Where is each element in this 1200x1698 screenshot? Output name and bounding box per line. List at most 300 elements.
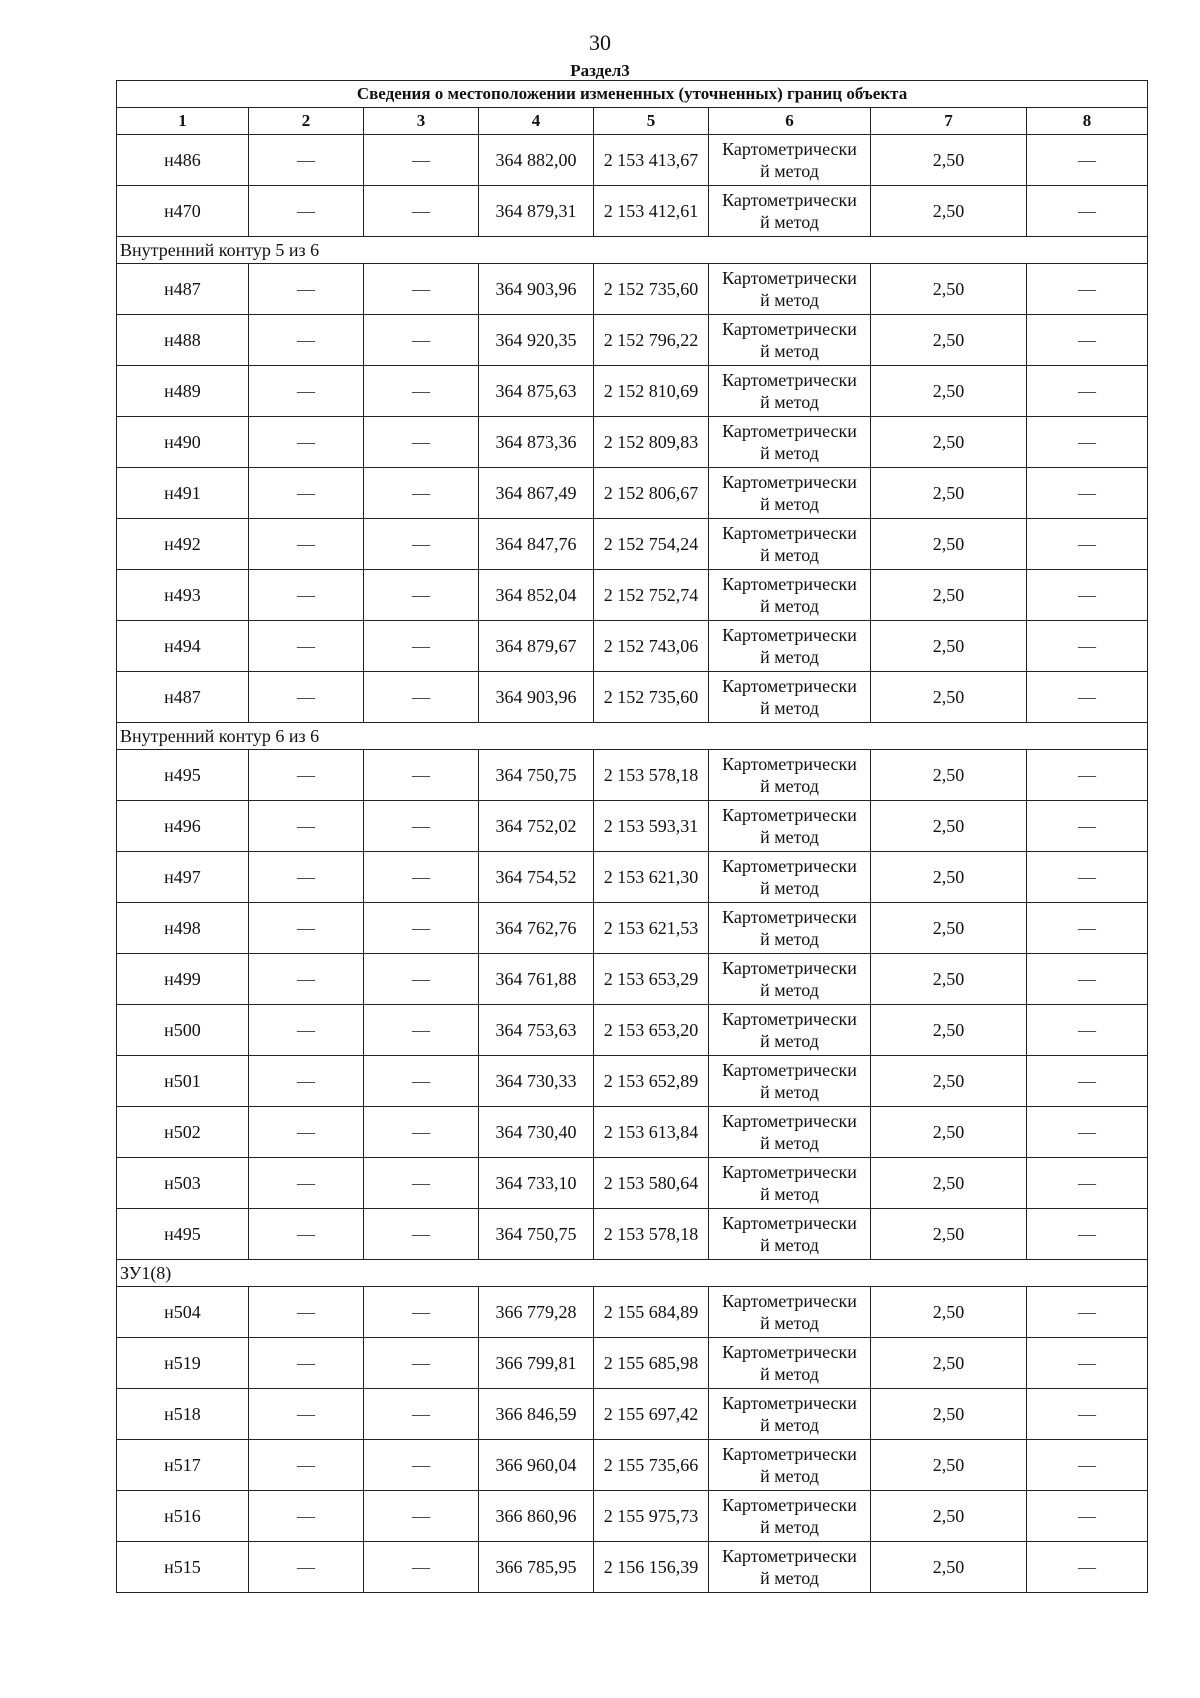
column-header: 4 bbox=[479, 108, 594, 135]
point-name: н518 bbox=[117, 1389, 249, 1440]
empty-dash-cell: — bbox=[1027, 135, 1148, 186]
x-coordinate: 364 903,96 bbox=[479, 672, 594, 723]
method-cell bbox=[709, 1158, 871, 1209]
y-coordinate: 2 153 653,29 bbox=[594, 954, 709, 1005]
method-line: Картометрически bbox=[722, 574, 857, 594]
column-header: 1 bbox=[117, 108, 249, 135]
point-name: н487 bbox=[117, 264, 249, 315]
method-cell bbox=[709, 1389, 871, 1440]
empty-dash-cell: — bbox=[364, 570, 479, 621]
method-cell bbox=[709, 186, 871, 237]
point-name: н500 bbox=[117, 1005, 249, 1056]
y-coordinate: 2 152 735,60 bbox=[594, 672, 709, 723]
accuracy-value: 2,50 bbox=[871, 903, 1027, 954]
y-coordinate: 2 155 684,89 bbox=[594, 1287, 709, 1338]
method-cell bbox=[709, 672, 871, 723]
empty-dash-cell: — bbox=[249, 1107, 364, 1158]
method-line: Картометрически bbox=[722, 907, 857, 927]
method-line: й метод bbox=[760, 341, 819, 361]
y-coordinate: 2 152 796,22 bbox=[594, 315, 709, 366]
y-coordinate: 2 152 754,24 bbox=[594, 519, 709, 570]
method-line: Картометрически bbox=[722, 958, 857, 978]
empty-dash-cell: — bbox=[249, 264, 364, 315]
empty-dash-cell: — bbox=[249, 1056, 364, 1107]
empty-dash-cell: — bbox=[1027, 417, 1148, 468]
method-line: й метод bbox=[760, 980, 819, 1000]
y-coordinate: 2 155 685,98 bbox=[594, 1338, 709, 1389]
empty-dash-cell: — bbox=[364, 903, 479, 954]
x-coordinate: 364 750,75 bbox=[479, 750, 594, 801]
empty-dash-cell: — bbox=[1027, 1389, 1148, 1440]
empty-dash-cell: — bbox=[249, 954, 364, 1005]
method-line: й метод bbox=[760, 212, 819, 232]
empty-dash-cell: — bbox=[249, 1158, 364, 1209]
column-header-row bbox=[117, 108, 1148, 135]
point-name: н487 bbox=[117, 672, 249, 723]
empty-dash-cell: — bbox=[249, 750, 364, 801]
accuracy-value: 2,50 bbox=[871, 1287, 1027, 1338]
table-row bbox=[117, 186, 1148, 237]
method-line: Картометрически bbox=[722, 1342, 857, 1362]
point-name: н517 bbox=[117, 1440, 249, 1491]
method-line: Картометрически bbox=[722, 1393, 857, 1413]
method-line: й метод bbox=[760, 443, 819, 463]
contour-group-row bbox=[117, 1260, 1148, 1287]
method-line: й метод bbox=[760, 1313, 819, 1333]
method-cell bbox=[709, 570, 871, 621]
point-name: н494 bbox=[117, 621, 249, 672]
contour-group-title: ЗУ1(8) bbox=[117, 1260, 1148, 1287]
empty-dash-cell: — bbox=[364, 264, 479, 315]
empty-dash-cell: — bbox=[249, 1287, 364, 1338]
table-row bbox=[117, 315, 1148, 366]
method-line: Картометрически bbox=[722, 1009, 857, 1029]
y-coordinate: 2 153 621,53 bbox=[594, 903, 709, 954]
point-name: н503 bbox=[117, 1158, 249, 1209]
accuracy-value: 2,50 bbox=[871, 570, 1027, 621]
table-row bbox=[117, 570, 1148, 621]
table-row bbox=[117, 903, 1148, 954]
method-line: Картометрически bbox=[722, 1291, 857, 1311]
empty-dash-cell: — bbox=[1027, 1287, 1148, 1338]
empty-dash-cell: — bbox=[249, 315, 364, 366]
method-line: й метод bbox=[760, 1031, 819, 1051]
point-name: н502 bbox=[117, 1107, 249, 1158]
empty-dash-cell: — bbox=[1027, 1542, 1148, 1593]
point-name: н489 bbox=[117, 366, 249, 417]
method-line: й метод bbox=[760, 1235, 819, 1255]
method-line: й метод bbox=[760, 596, 819, 616]
table-row bbox=[117, 954, 1148, 1005]
empty-dash-cell: — bbox=[249, 135, 364, 186]
method-cell bbox=[709, 366, 871, 417]
method-line: й метод bbox=[760, 392, 819, 412]
accuracy-value: 2,50 bbox=[871, 672, 1027, 723]
point-name: н486 bbox=[117, 135, 249, 186]
empty-dash-cell: — bbox=[364, 672, 479, 723]
table-row bbox=[117, 366, 1148, 417]
method-cell bbox=[709, 801, 871, 852]
empty-dash-cell: — bbox=[1027, 1338, 1148, 1389]
accuracy-value: 2,50 bbox=[871, 417, 1027, 468]
empty-dash-cell: — bbox=[364, 1107, 479, 1158]
accuracy-value: 2,50 bbox=[871, 366, 1027, 417]
coordinates-table bbox=[116, 80, 1148, 1593]
empty-dash-cell: — bbox=[1027, 186, 1148, 237]
empty-dash-cell: — bbox=[1027, 954, 1148, 1005]
method-cell bbox=[709, 315, 871, 366]
page-number: 30 bbox=[589, 30, 611, 55]
method-line: й метод bbox=[760, 827, 819, 847]
method-line: й метод bbox=[760, 1517, 819, 1537]
empty-dash-cell: — bbox=[364, 852, 479, 903]
method-cell bbox=[709, 1338, 871, 1389]
empty-dash-cell: — bbox=[364, 417, 479, 468]
point-name: н497 bbox=[117, 852, 249, 903]
point-name: н470 bbox=[117, 186, 249, 237]
y-coordinate: 2 155 697,42 bbox=[594, 1389, 709, 1440]
table-row bbox=[117, 801, 1148, 852]
method-line: Картометрически bbox=[722, 1162, 857, 1182]
y-coordinate: 2 156 156,39 bbox=[594, 1542, 709, 1593]
empty-dash-cell: — bbox=[364, 468, 479, 519]
method-line: Картометрически bbox=[722, 1495, 857, 1515]
method-line: Картометрически bbox=[722, 1111, 857, 1131]
accuracy-value: 2,50 bbox=[871, 519, 1027, 570]
table-row bbox=[117, 1389, 1148, 1440]
x-coordinate: 364 762,76 bbox=[479, 903, 594, 954]
method-cell bbox=[709, 1107, 871, 1158]
method-cell bbox=[709, 135, 871, 186]
x-coordinate: 366 779,28 bbox=[479, 1287, 594, 1338]
accuracy-value: 2,50 bbox=[871, 135, 1027, 186]
empty-dash-cell: — bbox=[364, 954, 479, 1005]
method-line: й метод bbox=[760, 1415, 819, 1435]
accuracy-value: 2,50 bbox=[871, 1209, 1027, 1260]
method-line: Картометрически bbox=[722, 754, 857, 774]
empty-dash-cell: — bbox=[249, 519, 364, 570]
table-row bbox=[117, 1440, 1148, 1491]
empty-dash-cell: — bbox=[1027, 315, 1148, 366]
point-name: н504 bbox=[117, 1287, 249, 1338]
accuracy-value: 2,50 bbox=[871, 1542, 1027, 1593]
method-cell bbox=[709, 468, 871, 519]
empty-dash-cell: — bbox=[249, 1389, 364, 1440]
method-line: й метод bbox=[760, 878, 819, 898]
point-name: н516 bbox=[117, 1491, 249, 1542]
empty-dash-cell: — bbox=[1027, 264, 1148, 315]
empty-dash-cell: — bbox=[249, 621, 364, 672]
accuracy-value: 2,50 bbox=[871, 954, 1027, 1005]
empty-dash-cell: — bbox=[1027, 1209, 1148, 1260]
accuracy-value: 2,50 bbox=[871, 801, 1027, 852]
empty-dash-cell: — bbox=[1027, 801, 1148, 852]
y-coordinate: 2 155 975,73 bbox=[594, 1491, 709, 1542]
accuracy-value: 2,50 bbox=[871, 1491, 1027, 1542]
method-cell bbox=[709, 519, 871, 570]
y-coordinate: 2 152 752,74 bbox=[594, 570, 709, 621]
point-name: н498 bbox=[117, 903, 249, 954]
x-coordinate: 364 875,63 bbox=[479, 366, 594, 417]
table-row bbox=[117, 519, 1148, 570]
empty-dash-cell: — bbox=[364, 750, 479, 801]
method-line: й метод bbox=[760, 647, 819, 667]
accuracy-value: 2,50 bbox=[871, 852, 1027, 903]
empty-dash-cell: — bbox=[249, 417, 364, 468]
table-row bbox=[117, 1491, 1148, 1542]
method-line: Картометрически bbox=[722, 805, 857, 825]
empty-dash-cell: — bbox=[364, 135, 479, 186]
method-line: Картометрически bbox=[722, 625, 857, 645]
empty-dash-cell: — bbox=[364, 621, 479, 672]
empty-dash-cell: — bbox=[364, 1209, 479, 1260]
empty-dash-cell: — bbox=[1027, 468, 1148, 519]
empty-dash-cell: — bbox=[1027, 1158, 1148, 1209]
x-coordinate: 366 960,04 bbox=[479, 1440, 594, 1491]
accuracy-value: 2,50 bbox=[871, 1158, 1027, 1209]
method-line: й метод bbox=[760, 494, 819, 514]
x-coordinate: 366 785,95 bbox=[479, 1542, 594, 1593]
empty-dash-cell: — bbox=[1027, 1005, 1148, 1056]
method-line: й метод bbox=[760, 776, 819, 796]
x-coordinate: 364 754,52 bbox=[479, 852, 594, 903]
table-row bbox=[117, 750, 1148, 801]
accuracy-value: 2,50 bbox=[871, 1440, 1027, 1491]
empty-dash-cell: — bbox=[1027, 366, 1148, 417]
table-caption-row bbox=[117, 81, 1148, 108]
x-coordinate: 366 860,96 bbox=[479, 1491, 594, 1542]
y-coordinate: 2 153 653,20 bbox=[594, 1005, 709, 1056]
table-row bbox=[117, 1209, 1148, 1260]
empty-dash-cell: — bbox=[364, 1389, 479, 1440]
method-cell bbox=[709, 750, 871, 801]
empty-dash-cell: — bbox=[249, 852, 364, 903]
x-coordinate: 364 733,10 bbox=[479, 1158, 594, 1209]
table-row bbox=[117, 135, 1148, 186]
point-name: н495 bbox=[117, 750, 249, 801]
method-cell bbox=[709, 1056, 871, 1107]
y-coordinate: 2 152 806,67 bbox=[594, 468, 709, 519]
y-coordinate: 2 153 593,31 bbox=[594, 801, 709, 852]
accuracy-value: 2,50 bbox=[871, 621, 1027, 672]
column-header: 3 bbox=[364, 108, 479, 135]
x-coordinate: 364 882,00 bbox=[479, 135, 594, 186]
point-name: н496 bbox=[117, 801, 249, 852]
y-coordinate: 2 152 810,69 bbox=[594, 366, 709, 417]
y-coordinate: 2 153 578,18 bbox=[594, 750, 709, 801]
method-line: Картометрически bbox=[722, 139, 857, 159]
table-row bbox=[117, 1158, 1148, 1209]
point-name: н492 bbox=[117, 519, 249, 570]
empty-dash-cell: — bbox=[1027, 570, 1148, 621]
table-row bbox=[117, 621, 1148, 672]
empty-dash-cell: — bbox=[1027, 1491, 1148, 1542]
x-coordinate: 364 752,02 bbox=[479, 801, 594, 852]
point-name: н490 bbox=[117, 417, 249, 468]
column-header: 7 bbox=[871, 108, 1027, 135]
empty-dash-cell: — bbox=[249, 1005, 364, 1056]
method-line: й метод bbox=[760, 1466, 819, 1486]
empty-dash-cell: — bbox=[249, 672, 364, 723]
table-row bbox=[117, 468, 1148, 519]
x-coordinate: 364 920,35 bbox=[479, 315, 594, 366]
y-coordinate: 2 153 613,84 bbox=[594, 1107, 709, 1158]
empty-dash-cell: — bbox=[1027, 750, 1148, 801]
table-row bbox=[117, 1287, 1148, 1338]
empty-dash-cell: — bbox=[364, 1287, 479, 1338]
empty-dash-cell: — bbox=[1027, 1056, 1148, 1107]
point-name: н491 bbox=[117, 468, 249, 519]
x-coordinate: 364 750,75 bbox=[479, 1209, 594, 1260]
method-line: Картометрически bbox=[722, 1213, 857, 1233]
empty-dash-cell: — bbox=[364, 1542, 479, 1593]
empty-dash-cell: — bbox=[1027, 672, 1148, 723]
table-row bbox=[117, 1005, 1148, 1056]
method-line: Картометрически bbox=[722, 370, 857, 390]
method-cell bbox=[709, 1542, 871, 1593]
x-coordinate: 364 730,33 bbox=[479, 1056, 594, 1107]
x-coordinate: 364 879,31 bbox=[479, 186, 594, 237]
y-coordinate: 2 153 621,30 bbox=[594, 852, 709, 903]
method-line: Картометрически bbox=[722, 1444, 857, 1464]
x-coordinate: 364 867,49 bbox=[479, 468, 594, 519]
empty-dash-cell: — bbox=[1027, 852, 1148, 903]
table-row bbox=[117, 1056, 1148, 1107]
contour-group-title: Внутренний контур 5 из 6 bbox=[117, 237, 1148, 264]
accuracy-value: 2,50 bbox=[871, 1389, 1027, 1440]
empty-dash-cell: — bbox=[249, 801, 364, 852]
empty-dash-cell: — bbox=[249, 1491, 364, 1542]
x-coordinate: 366 846,59 bbox=[479, 1389, 594, 1440]
x-coordinate: 364 873,36 bbox=[479, 417, 594, 468]
empty-dash-cell: — bbox=[1027, 519, 1148, 570]
x-coordinate: 364 847,76 bbox=[479, 519, 594, 570]
method-line: й метод bbox=[760, 698, 819, 718]
x-coordinate: 364 730,40 bbox=[479, 1107, 594, 1158]
method-cell bbox=[709, 264, 871, 315]
method-cell bbox=[709, 1005, 871, 1056]
empty-dash-cell: — bbox=[364, 1338, 479, 1389]
empty-dash-cell: — bbox=[249, 366, 364, 417]
accuracy-value: 2,50 bbox=[871, 186, 1027, 237]
method-cell bbox=[709, 1491, 871, 1542]
method-line: Картометрически bbox=[722, 268, 857, 288]
empty-dash-cell: — bbox=[364, 1491, 479, 1542]
accuracy-value: 2,50 bbox=[871, 1005, 1027, 1056]
method-cell bbox=[709, 1287, 871, 1338]
method-cell bbox=[709, 621, 871, 672]
method-cell bbox=[709, 1440, 871, 1491]
method-line: Картометрически bbox=[722, 1060, 857, 1080]
empty-dash-cell: — bbox=[1027, 1107, 1148, 1158]
empty-dash-cell: — bbox=[249, 468, 364, 519]
y-coordinate: 2 153 580,64 bbox=[594, 1158, 709, 1209]
table-row bbox=[117, 1338, 1148, 1389]
method-line: Картометрически bbox=[722, 319, 857, 339]
contour-group-row bbox=[117, 723, 1148, 750]
empty-dash-cell: — bbox=[249, 1440, 364, 1491]
method-line: Картометрически bbox=[722, 856, 857, 876]
empty-dash-cell: — bbox=[1027, 621, 1148, 672]
accuracy-value: 2,50 bbox=[871, 264, 1027, 315]
method-line: й метод bbox=[760, 290, 819, 310]
point-name: н499 bbox=[117, 954, 249, 1005]
method-line: Картометрически bbox=[722, 472, 857, 492]
column-header: 6 bbox=[709, 108, 871, 135]
x-coordinate: 364 879,67 bbox=[479, 621, 594, 672]
point-name: н495 bbox=[117, 1209, 249, 1260]
method-line: й метод bbox=[760, 929, 819, 949]
accuracy-value: 2,50 bbox=[871, 1107, 1027, 1158]
table-row bbox=[117, 852, 1148, 903]
point-name: н501 bbox=[117, 1056, 249, 1107]
empty-dash-cell: — bbox=[364, 1005, 479, 1056]
y-coordinate: 2 155 735,66 bbox=[594, 1440, 709, 1491]
empty-dash-cell: — bbox=[364, 315, 479, 366]
method-cell bbox=[709, 1209, 871, 1260]
method-line: й метод bbox=[760, 1184, 819, 1204]
method-line: й метод bbox=[760, 1568, 819, 1588]
empty-dash-cell: — bbox=[1027, 903, 1148, 954]
accuracy-value: 2,50 bbox=[871, 468, 1027, 519]
method-line: Картометрически bbox=[722, 190, 857, 210]
contour-group-row bbox=[117, 237, 1148, 264]
method-cell bbox=[709, 852, 871, 903]
method-line: й метод bbox=[760, 1133, 819, 1153]
y-coordinate: 2 152 809,83 bbox=[594, 417, 709, 468]
table-row bbox=[117, 417, 1148, 468]
method-line: й метод bbox=[760, 1364, 819, 1384]
method-line: Картометрически bbox=[722, 676, 857, 696]
point-name: н493 bbox=[117, 570, 249, 621]
x-coordinate: 366 799,81 bbox=[479, 1338, 594, 1389]
method-cell bbox=[709, 954, 871, 1005]
empty-dash-cell: — bbox=[1027, 1440, 1148, 1491]
contour-group-title: Внутренний контур 6 из 6 bbox=[117, 723, 1148, 750]
table-row bbox=[117, 1107, 1148, 1158]
accuracy-value: 2,50 bbox=[871, 1056, 1027, 1107]
table-row bbox=[117, 1542, 1148, 1593]
point-name: н488 bbox=[117, 315, 249, 366]
x-coordinate: 364 903,96 bbox=[479, 264, 594, 315]
x-coordinate: 364 761,88 bbox=[479, 954, 594, 1005]
empty-dash-cell: — bbox=[364, 1056, 479, 1107]
empty-dash-cell: — bbox=[249, 1209, 364, 1260]
table-caption: Сведения о местоположении измененных (уточненных) границ объекта bbox=[117, 81, 1148, 108]
empty-dash-cell: — bbox=[364, 366, 479, 417]
x-coordinate: 364 753,63 bbox=[479, 1005, 594, 1056]
method-cell bbox=[709, 417, 871, 468]
empty-dash-cell: — bbox=[249, 186, 364, 237]
empty-dash-cell: — bbox=[364, 519, 479, 570]
method-line: й метод bbox=[760, 161, 819, 181]
method-line: й метод bbox=[760, 545, 819, 565]
y-coordinate: 2 152 743,06 bbox=[594, 621, 709, 672]
table-row bbox=[117, 672, 1148, 723]
empty-dash-cell: — bbox=[249, 903, 364, 954]
empty-dash-cell: — bbox=[364, 1440, 479, 1491]
column-header: 8 bbox=[1027, 108, 1148, 135]
table-row bbox=[117, 264, 1148, 315]
accuracy-value: 2,50 bbox=[871, 1338, 1027, 1389]
column-header: 2 bbox=[249, 108, 364, 135]
empty-dash-cell: — bbox=[364, 1158, 479, 1209]
point-name: н515 bbox=[117, 1542, 249, 1593]
empty-dash-cell: — bbox=[249, 1338, 364, 1389]
method-line: й метод bbox=[760, 1082, 819, 1102]
section-title: Раздел3 bbox=[570, 61, 630, 80]
method-line: Картометрически bbox=[722, 523, 857, 543]
